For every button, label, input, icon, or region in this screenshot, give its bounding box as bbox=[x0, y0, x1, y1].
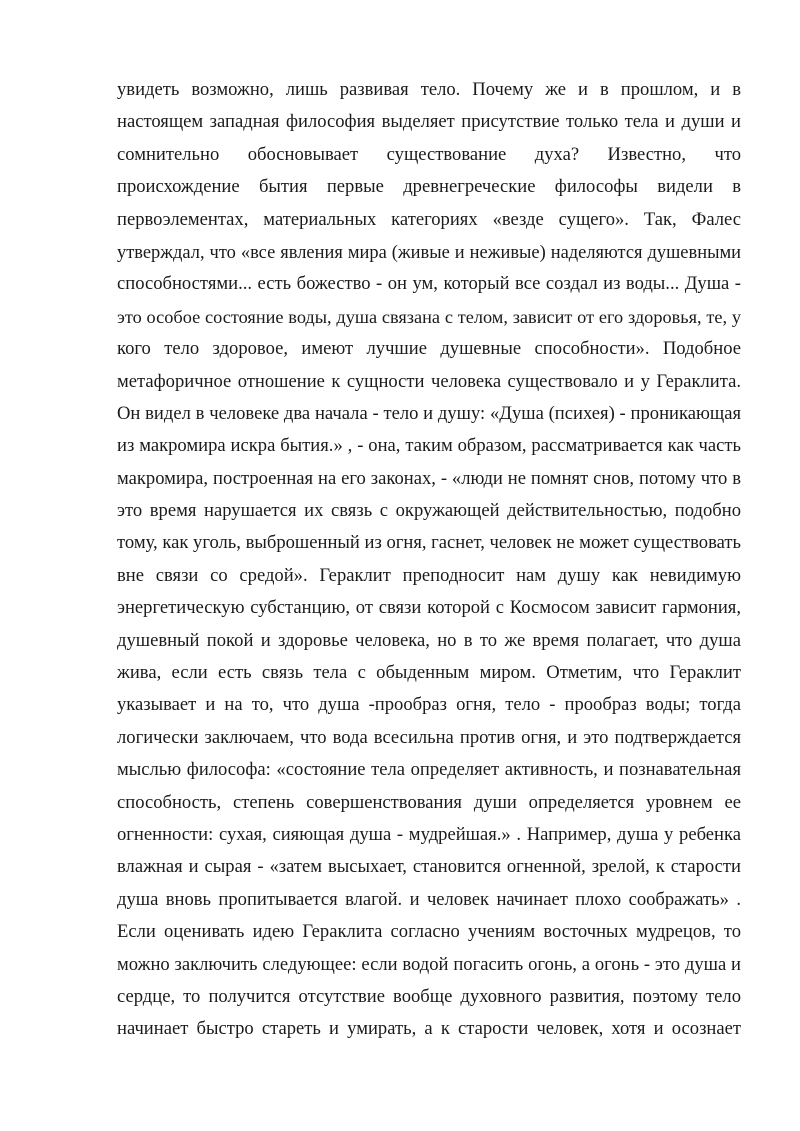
text-line: способность, степень совершенствования души определяется уровнем ее bbox=[117, 791, 741, 813]
text-line: влажная и сырая - «затем высыхает, становится огненной, зрелой, к старости bbox=[117, 856, 741, 878]
text-line: тому, как уголь, выброшенный из огня, гаснет, человек не может существовать bbox=[117, 532, 741, 554]
text-line: утверждал, что «все явления мира (живые и неживые) наделяются душевными bbox=[117, 241, 741, 262]
text-line: душа вновь пропитывается влагой. и человек начинает плохо соображать» . bbox=[117, 888, 741, 910]
text-line: это особое состояние воды, душа связана с телом, зависит от его здоровья, те, у bbox=[117, 306, 741, 327]
text-line: вне связи со средой». Гераклит преподносит нам душу как невидимую bbox=[117, 564, 741, 586]
text-line: кого тело здоровое, имеют лучшие душевные способности». Подобное bbox=[117, 338, 741, 360]
text-line: это время нарушается их связь с окружающей действительностью, подобно bbox=[117, 500, 741, 522]
text-line: мыслью философа: «состояние тела определяет активность, и познавательная bbox=[117, 759, 741, 781]
text-line: логически заключаем, что вода всесильна против огня, и это подтверждается bbox=[117, 726, 741, 748]
text-line: энергетическую субстанцию, от связи которой с Космосом зависит гармония, bbox=[117, 597, 741, 619]
text-line: огненности: сухая, сияющая душа - мудрейшая.» . Например, душа у ребенка bbox=[117, 823, 741, 845]
text-line: Он видел в человеке два начала - тело и душу: «Душа (психея) - проникающая bbox=[117, 402, 741, 424]
text-line: происхождение бытия первые древнегреческие философы видели в bbox=[117, 176, 741, 198]
text-line: можно заключить следующее: если водой погасить огонь, а огонь - это душа и bbox=[117, 953, 741, 975]
text-line: душевный покой и здоровье человека, но в то же время полагает, что душа bbox=[117, 629, 741, 651]
text-line: способностями... есть божество - он ум, который все создал из воды... Душа - bbox=[117, 273, 741, 295]
text-line: из макромира искра бытия.» , - она, таким образом, рассматривается как часть bbox=[117, 435, 741, 457]
text-line: Если оценивать идею Гераклита согласно учениям восточных мудрецов, то bbox=[117, 921, 741, 943]
text-line: начинает быстро стареть и умирать, а к старости человек, хотя и осознает bbox=[117, 1018, 741, 1040]
text-line: сомнительно обосновывает существование духа? Известно, что bbox=[117, 143, 741, 165]
text-line: увидеть возможно, лишь развивая тело. Почему же и в прошлом, и в bbox=[117, 79, 741, 100]
text-line: жива, если есть связь тела с обыденным миром. Отметим, что Гераклит bbox=[117, 662, 741, 684]
text-line: метафоричное отношение к сущности человека существовало и у Гераклита. bbox=[117, 370, 741, 392]
text-line: настоящем западная философия выделяет присутствие только тела и души и bbox=[117, 111, 741, 133]
body-text bbox=[117, 74, 741, 1046]
text-line: сердце, то получится отсутствие вообще духовного развития, поэтому тело bbox=[117, 985, 741, 1007]
text-line: макромира, построенная на его законах, - «люди не помнят снов, потому что в bbox=[117, 467, 741, 489]
text-line: первоэлементах, материальных категориях «везде сущего». Так, Фалес bbox=[117, 208, 741, 230]
text-line: указывает и на то, что душа -прообраз огня, тело - прообраз воды; тогда bbox=[117, 694, 741, 716]
